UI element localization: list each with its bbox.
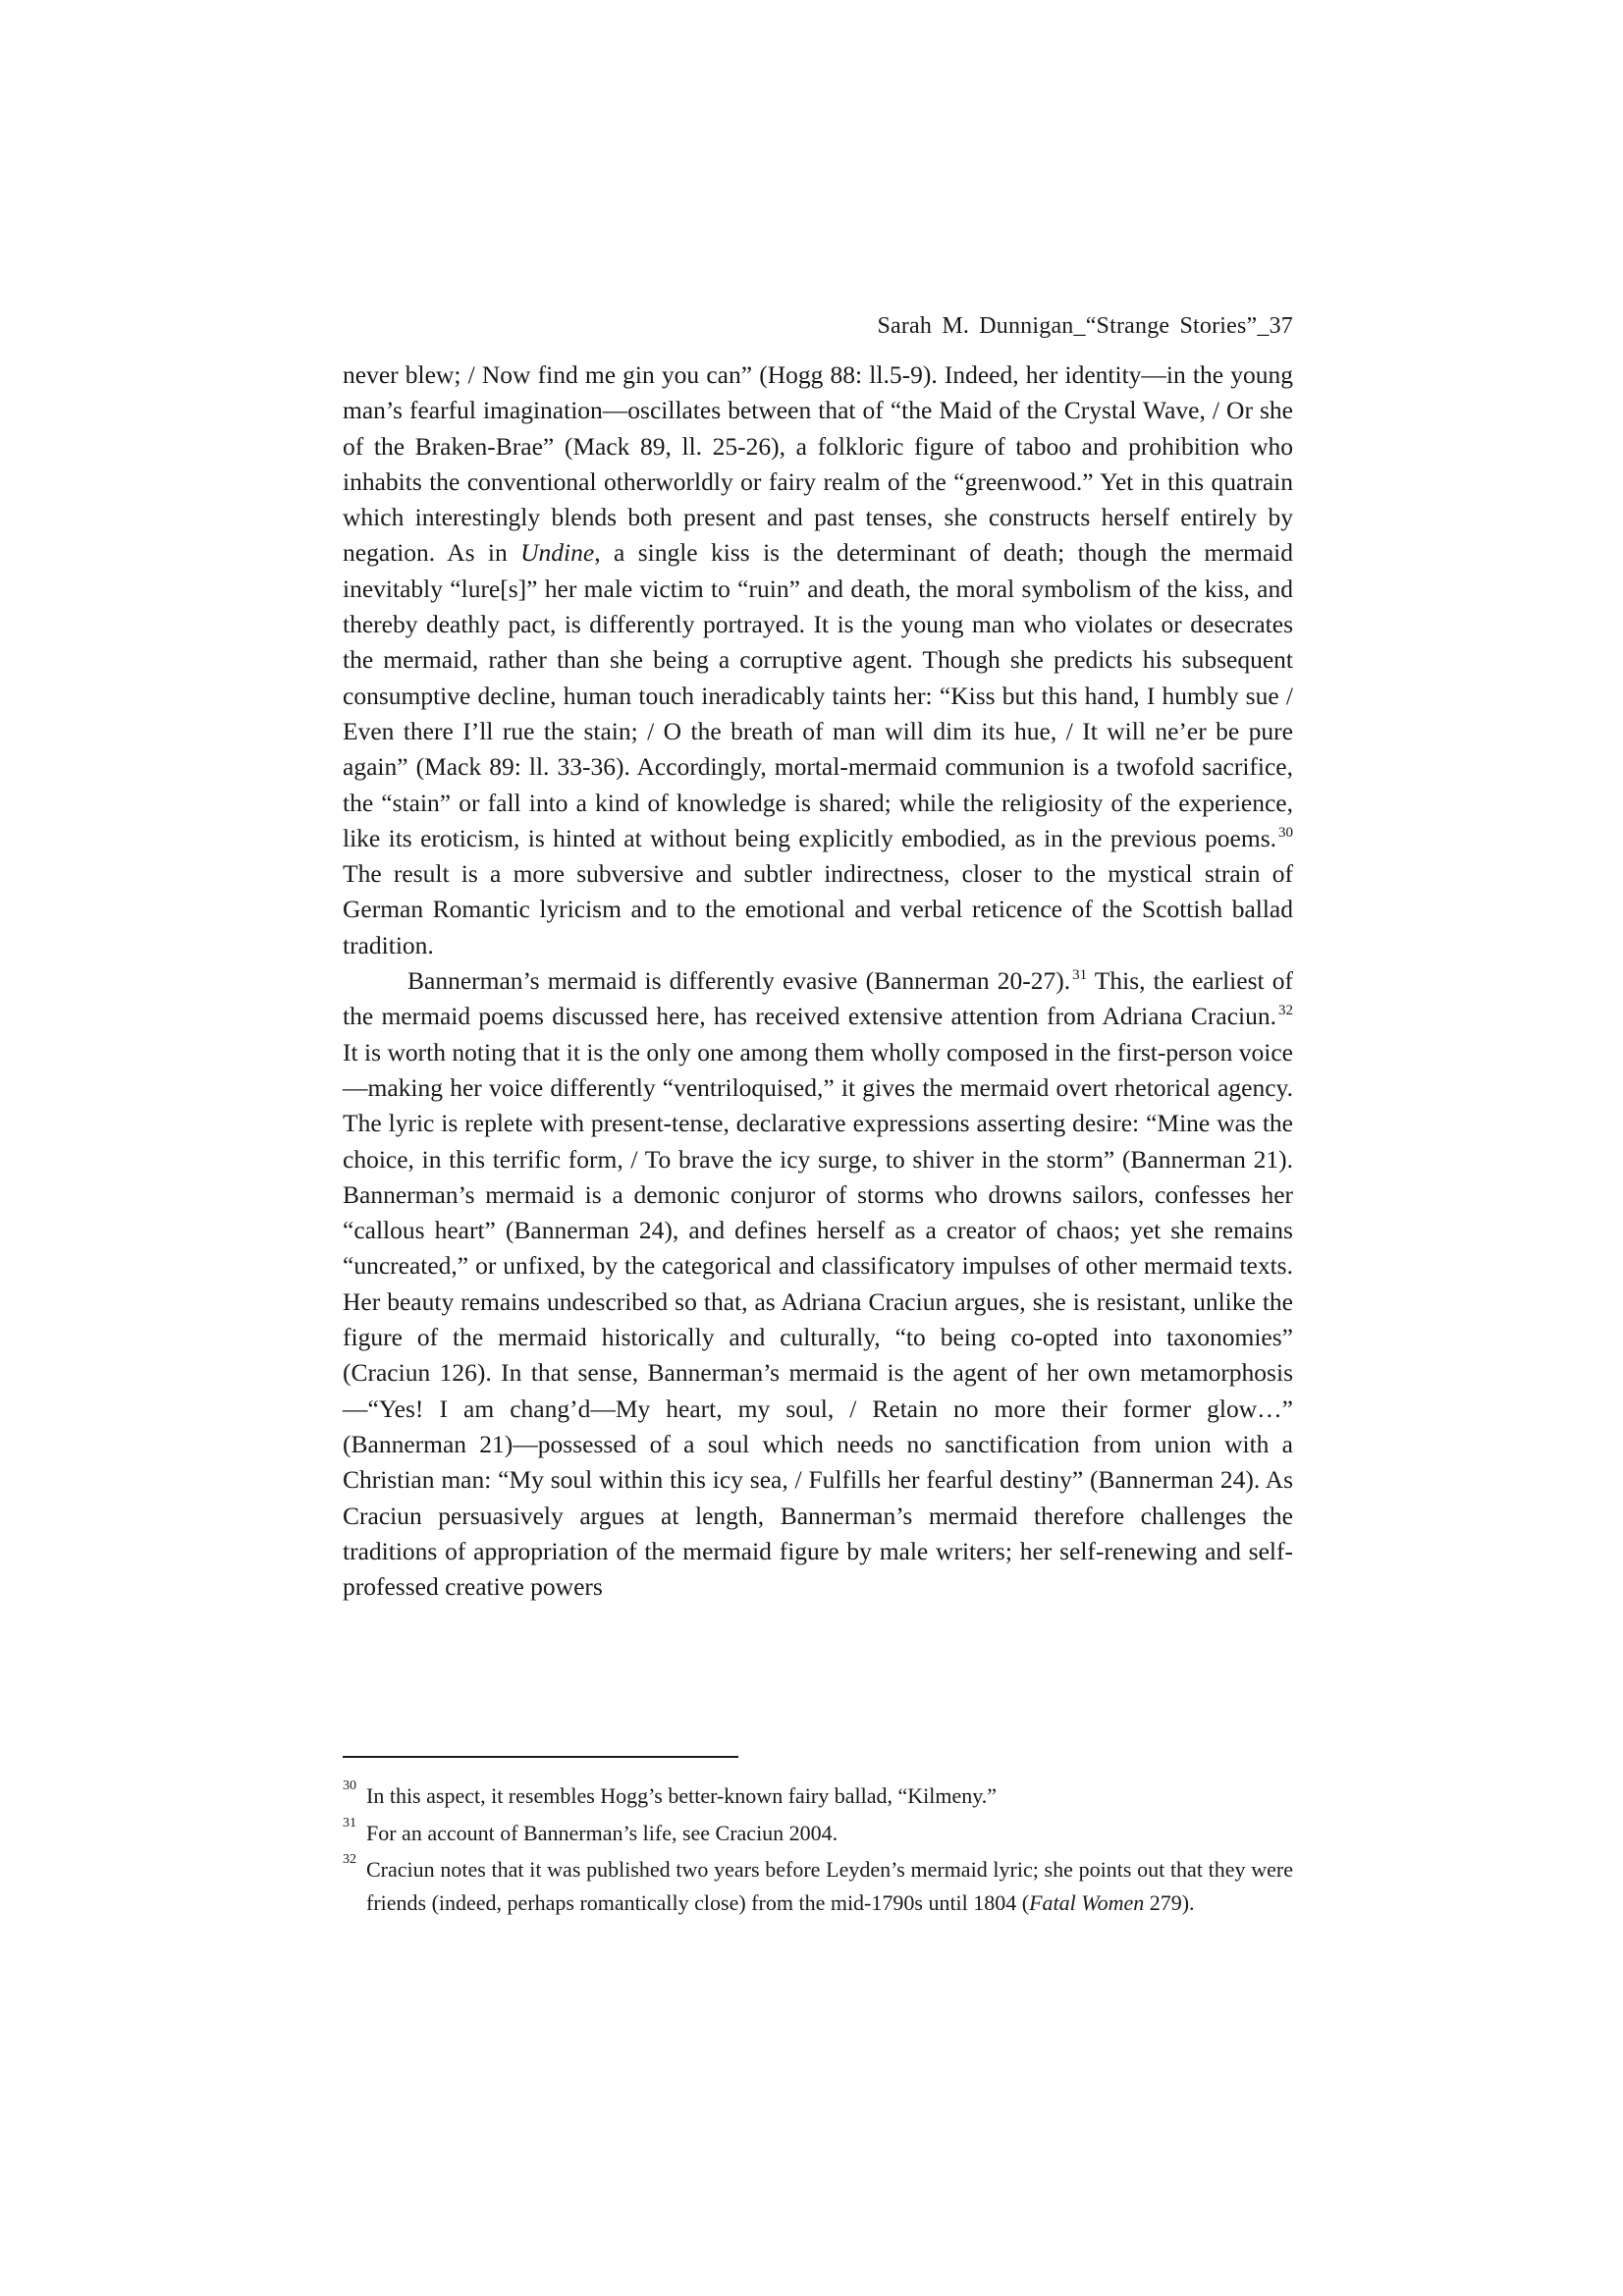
paragraph-2 xyxy=(343,963,1293,1605)
footnote-text-30: In this aspect, it resembles Hogg’s better-known fairy ballad, “Kilmeny.” xyxy=(366,1783,998,1808)
paragraph-1 xyxy=(343,357,1293,963)
paragraph-1-text-b: , a single kiss is the determinant of death; though the mermaid inevitably “lure[s]” her male victim to “ruin” and death, the moral symbolism of the kiss, and thereby deathly pact, is differently portrayed. It is the young man who violates or desecrates the mermaid, rather than she being a corruptive agent. Though she predicts his subsequent consumptive decline, human touch ineradicably taints her: “Kiss but this hand, I humbly sue / Even there I’ll rue the stain; / O the breath of man will dim its hue, / It will ne’er be pure again” (Mack 89: ll. 33-36). Accordingly, mortal-mermaid communion is a twofold sacrifice, the “stain” or fall into a kind of knowledge is shared; while the religiosity of the experience, like its eroticism, is hinted at without being explicitly embodied, as in the previous poems. xyxy=(343,538,1293,852)
footnote-30 xyxy=(343,1779,1293,1813)
footnote-ref-30[interactable]: 30 xyxy=(1278,824,1293,841)
paragraph-2-text-a: Bannerman’s mermaid is differently evasive (Bannerman 20-27). xyxy=(407,966,1071,996)
footnote-text-32 xyxy=(356,1853,1293,1919)
paragraph-2-text-c: It is worth noting that it is the only one among them wholly composed in the first-person voice—making her voice differently “ventriloquised,” it gives the mermaid overt rhetorical agency. The lyric is replete with present-tense, declarative expressions asserting desire: “Mine was the choice, in this terrific form, / To brave the icy surge, to shiver in the storm” (Bannerman 21). Bannerman’s mermaid is a demonic conjuror of storms who drowns sailors, confesses her “callous heart” (Bannerman 24), and defines herself as a creator of chaos; yet she remains “uncreated,” or unfixed, by the categorical and classificatory impulses of other mermaid texts. Her beauty remains undescribed so that, as Adriana Craciun argues, she is resistant, unlike the figure of the mermaid historically and culturally, “to being co-opted into taxonomies” (Craciun 126). In that sense, Bannerman’s mermaid is the agent of her own metamorphosis—“Yes! I am chang’d—My heart, my soul, / Retain no more their former glow…” (Bannerman 21)—possessed of a soul which needs no sanctification from union with a Christian man: “My soul within this icy sea, / Fulfills her fearful destiny” (Bannerman 24). As Craciun persuasively argues at length, Bannerman’s mermaid therefore challenges the traditions of appropriation of the mermaid figure by male writers; her self-renewing and self-professed creative powers xyxy=(343,1037,1293,1602)
footnote-32-text-a: Craciun notes that it was published two years before Leyden’s mermaid lyric; she points out that they were friends (indeed, perhaps romantically close) from the mid-1790s until 1804 ( xyxy=(366,1857,1293,1915)
paragraph-1-text-c: The result is a more subversive and subtler indirectness, closer to the mystical strain of German Romantic lyricism and to the emotional and verbal reticence of the Scottish ballad tradition. xyxy=(343,859,1293,959)
footnote-ref-31[interactable]: 31 xyxy=(1072,967,1088,984)
footnote-ref-32[interactable]: 32 xyxy=(1278,1003,1293,1019)
footnote-divider xyxy=(343,1756,738,1758)
footnote-number-31: 31 xyxy=(343,1815,356,1831)
footnote-number-30: 30 xyxy=(343,1778,356,1793)
footnote-text-31: For an account of Bannerman’s life, see Craciun 2004. xyxy=(366,1820,839,1845)
body-text xyxy=(343,357,1293,1605)
italic-title-undine: Undine xyxy=(520,538,595,568)
running-header: Sarah M. Dunnigan_“Strange Stories”_37 xyxy=(877,313,1293,339)
footnote-32-text-b: 279). xyxy=(1144,1889,1195,1915)
footnote-number-32: 32 xyxy=(343,1852,356,1867)
italic-title-fatal-women: Fatal Women xyxy=(1029,1889,1145,1915)
footnotes xyxy=(343,1779,1293,1923)
footnote-32 xyxy=(343,1853,1293,1919)
footnote-31 xyxy=(343,1817,1293,1850)
paragraph-1-text-a: never blew; / Now find me gin you can” (Hogg 88: ll.5-9). Indeed, her identity—in the young man’s fearful imagination—oscillates between that of “the Maid of the Crystal Wave, / Or she of the Braken-Brae” (Mack 89, ll. 25-26), a folkloric figure of taboo and prohibition who inhabits the conventional otherworldly or fairy realm of the “greenwood.” Yet in this quatrain which interestingly blends both present and past tenses, she constructs herself entirely by negation. As in xyxy=(343,360,1293,568)
paragraph-2-text-b: This, the earliest of the mermaid poems discussed here, has received extensive attention from Adriana Craciun. xyxy=(343,966,1293,1031)
